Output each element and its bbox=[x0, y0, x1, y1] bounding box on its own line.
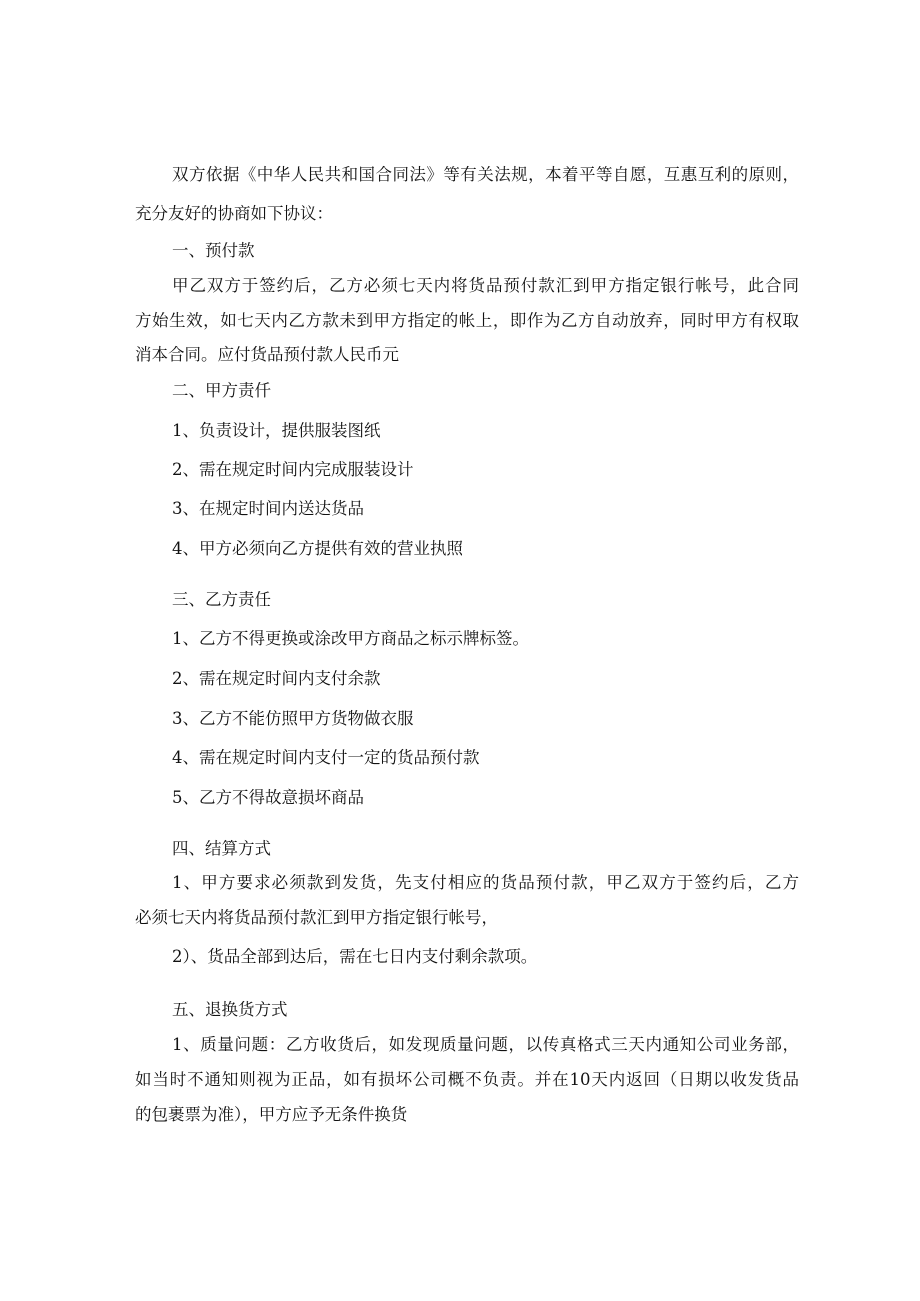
intro-line-1: 双方依据《中华人民共和国合同法》等有关法规，本着平等自愿，互惠互利的原则， bbox=[172, 165, 799, 184]
party-b-item: 2、需在规定时间内支付余款 bbox=[172, 669, 381, 688]
party-b-item: 1、乙方不得更换或涂改甲方商品之标示牌标签。 bbox=[172, 629, 529, 648]
prepayment-paragraph-line-3: 消本合同。应付货品预付款人民币元 bbox=[135, 345, 399, 364]
party-a-item: 1、负责设计，提供服装图纸 bbox=[172, 421, 381, 440]
prepayment-paragraph-line-1: 甲乙双方于签约后，乙方必须七天内将货品预付款汇到甲方指定银行帐号，此合同 bbox=[172, 276, 799, 295]
returns-item-1-line-3: 的包裹票为准），甲方应予无条件换货 bbox=[135, 1105, 408, 1124]
party-a-item: 2、需在规定时间内完成服装设计 bbox=[172, 460, 414, 479]
settlement-item-1-line-2: 必须七天内将货品预付款汇到甲方指定银行帐号， bbox=[135, 908, 498, 927]
section-heading-settlement: 四、结算方式 bbox=[172, 839, 271, 858]
section-heading-party-a: 二、甲方责仟 bbox=[172, 381, 271, 400]
party-b-item: 3、乙方不能仿照甲方货物做衣服 bbox=[172, 709, 414, 728]
party-a-item: 3、在规定时间内送达货品 bbox=[172, 499, 364, 518]
party-b-item: 5、乙方不得故意损坏商品 bbox=[172, 788, 364, 807]
returns-item-1-line-2: 如当时不通知则视为正品，如有损坏公司概不负责。并在10天内返回（日期以收发货品 bbox=[135, 1070, 799, 1089]
prepayment-paragraph-line-2: 方始生效，如七天内乙方款未到甲方指定的帐上，即作为乙方自动放弃，同时甲方有权取 bbox=[135, 311, 799, 330]
party-b-item: 4、需在规定时间内支付一定的货品预付款 bbox=[172, 748, 480, 767]
returns-item-1-line-1: 1、质量问题：乙方收货后，如发现质量问题，以传真格式三天内通知公司业务部， bbox=[172, 1035, 799, 1054]
section-heading-returns: 五、退换货方式 bbox=[172, 1000, 288, 1019]
section-heading-prepayment: 一、预付款 bbox=[172, 241, 255, 260]
intro-line-2: 充分友好的协商如下协议： bbox=[135, 204, 333, 223]
party-a-item: 4、甲方必须向乙方提供有效的营业执照 bbox=[172, 539, 463, 558]
section-heading-party-b: 三、乙方责任 bbox=[172, 590, 271, 609]
settlement-item-1-line-1: 1、甲方要求必须款到发货，先支付相应的货品预付款，甲乙双方于签约后，乙方 bbox=[172, 873, 799, 892]
settlement-item-2: 2）、货品全部到达后，需在七日内支付剩余款项。 bbox=[172, 947, 538, 966]
